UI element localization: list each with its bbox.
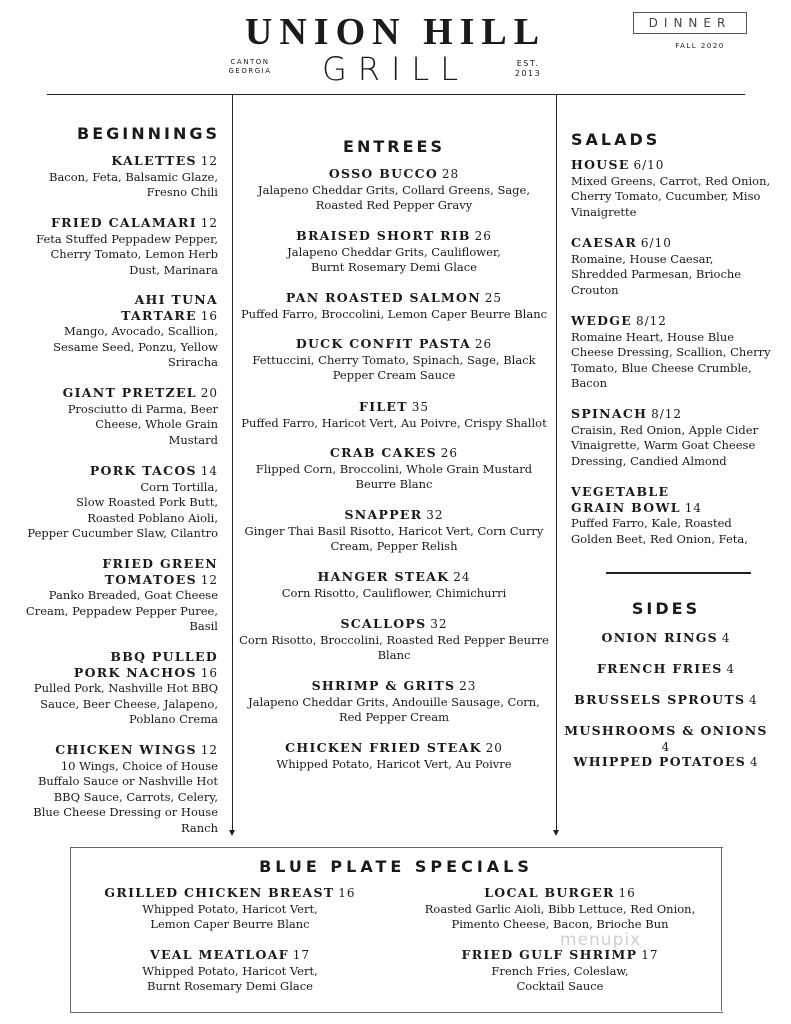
item-desc: Mustard [168, 432, 218, 447]
item-desc: Dust, Marinara [129, 262, 218, 277]
item-desc: Roasted Poblano Aioli, [87, 510, 218, 525]
arrow-down-icon [553, 830, 559, 836]
item-desc: Whipped Potato, Haricot Vert, [142, 901, 318, 916]
item-name: PORK TACOS [89, 463, 197, 478]
item-name: DUCK CONFIT PASTA [295, 336, 472, 351]
item-desc: Jalapeno Cheddar Grits, Cauliflower, [287, 244, 501, 259]
menu-item [236, 507, 552, 555]
established [503, 59, 553, 79]
menu-item [571, 484, 781, 547]
item-price: 24 [453, 570, 471, 584]
item-desc: Blue Cheese Dressing or House [33, 805, 218, 819]
item-desc: Sauce, Beer Cheese, Jalapeno, [40, 696, 218, 711]
item-desc: Vinaigrette, Warm Goat Cheese [571, 438, 756, 452]
item-desc: Burnt Rosemary Demi Glace [147, 979, 313, 993]
item-desc: Bacon [571, 376, 608, 390]
item-desc: Prosciutto di Parma, Beer [67, 401, 218, 416]
item-desc: Cherry Tomato, Lemon Herb [50, 247, 218, 261]
item-name: GIANT PRETZEL [62, 385, 197, 400]
item-price: 32 [426, 508, 444, 522]
season-label: FALL 2020 [675, 42, 725, 50]
item-desc: Buffalo Sauce or Nashville Hot [37, 774, 218, 788]
item-name: CHICKEN FRIED STEAK [285, 740, 482, 755]
item-price: 16 [338, 886, 356, 900]
item-desc: Golden Beet, Red Onion, Feta, [571, 531, 748, 546]
item-price: 35 [411, 400, 429, 414]
item-name: SCALLOPS [340, 616, 427, 631]
item-desc: BBQ Sauce, Carrots, Celery, [53, 789, 218, 804]
item-name: TARTARE [121, 307, 197, 323]
item-price: 25 [484, 291, 503, 305]
item-price: 20 [200, 386, 218, 400]
item-price: 8/12 [635, 314, 667, 328]
item-name: GRAIN BOWL [571, 499, 681, 515]
item-desc: Puffed Farro, Haricot Vert, Au Poivre, Crispy Shallot [241, 415, 547, 430]
item-desc: Fresno Chili [146, 185, 218, 199]
item-desc: Poblano Crema [129, 712, 218, 726]
item-price: 17 [292, 948, 310, 962]
item-name: PAN ROASTED SALMON [285, 290, 481, 305]
side-item [560, 723, 772, 755]
item-price: 32 [430, 617, 448, 631]
section-title-entrees: ENTREES [343, 137, 445, 156]
item-desc: Whipped Potato, Haricot Vert, Au Poivre [276, 756, 512, 771]
item-price: 26 [474, 337, 493, 351]
restaurant-name-line2: GRILL [321, 50, 470, 88]
item-desc: Red Pepper Cream [338, 710, 450, 724]
item-price: 12 [200, 572, 218, 587]
location-city: CANTON [230, 58, 270, 66]
item-price: 6/10 [640, 236, 672, 250]
item-name: SNAPPER [344, 507, 423, 522]
header-divider [47, 94, 745, 95]
item-desc: Pepper Cucumber Slaw, Cilantro [27, 526, 218, 540]
item-name: BRAISED SHORT RIB [296, 228, 471, 243]
item-desc: Cherry Tomato, Cucumber, Miso [571, 189, 761, 203]
menu-item [20, 292, 218, 371]
item-name: HOUSE [571, 157, 630, 172]
item-name: BRUSSELS SPROUTS [574, 692, 746, 707]
section-title-blue-plate: BLUE PLATE SPECIALS [259, 857, 533, 876]
item-desc: Basil [189, 619, 218, 633]
item-price: 4 [661, 739, 671, 754]
menu-item [410, 947, 710, 995]
item-desc: Whipped Potato, Haricot Vert, [142, 963, 318, 978]
est-label: EST. [516, 59, 540, 68]
item-desc: 10 Wings, Choice of House [60, 758, 218, 773]
menu-item [80, 947, 380, 995]
item-desc: Bacon, Feta, Balsamic Glaze, [49, 169, 218, 184]
menu-item [236, 569, 552, 601]
menu-item [571, 406, 781, 469]
item-price: 16 [200, 308, 218, 323]
item-desc: Roasted Garlic Aioli, Bibb Lettuce, Red Onion, [424, 901, 696, 916]
side-item [560, 692, 772, 709]
sides-divider [606, 572, 751, 574]
menu-item [236, 166, 552, 214]
item-desc: Cheese Dressing, Scallion, Cherry [571, 345, 771, 359]
item-name: AHI TUNA [134, 292, 218, 307]
location [222, 58, 278, 76]
item-price: 17 [641, 948, 659, 962]
item-desc: Pimento Cheese, Bacon, Brioche Bun [451, 917, 669, 931]
side-item [560, 630, 772, 647]
menu-item [20, 153, 218, 201]
item-desc: Vinaigrette [571, 204, 637, 219]
item-name: CHICKEN WINGS [55, 742, 197, 757]
item-desc: Fettuccini, Cherry Tomato, Spinach, Sage, Black [252, 352, 536, 367]
item-price: 16 [200, 665, 218, 680]
menu-item [571, 313, 781, 392]
menu-item [571, 157, 781, 220]
item-price: 4 [749, 693, 758, 707]
item-price: 26 [440, 446, 459, 460]
item-name: HANGER STEAK [317, 569, 450, 584]
item-desc: Jalapeno Cheddar Grits, Collard Greens, Sage, [257, 182, 530, 197]
item-price: 20 [485, 741, 503, 755]
item-desc: Corn Risotto, Cauliflower, Chimichurri [281, 585, 507, 600]
item-price: 26 [474, 229, 492, 243]
item-desc: Cocktail Sauce [516, 979, 604, 993]
item-desc: Sesame Seed, Ponzu, Yellow [53, 339, 218, 354]
item-name: WEDGE [571, 313, 633, 328]
item-price: 14 [684, 500, 703, 515]
item-desc: Beurre Blanc [355, 477, 433, 491]
item-price: 28 [441, 167, 460, 181]
menu-item [80, 885, 380, 933]
side-item [560, 754, 772, 771]
item-desc: Romaine Heart, House Blue [571, 329, 735, 344]
item-desc: Jalapeno Cheddar Grits, Andouille Sausage, Corn, [248, 694, 540, 709]
item-desc: Cream, Pepper Relish [330, 539, 458, 553]
menu-item [236, 445, 552, 493]
item-name: TOMATOES [104, 571, 197, 587]
est-year: 2013 [514, 69, 542, 78]
menu-item [20, 215, 218, 278]
menu-item [20, 742, 218, 836]
menu-item [20, 463, 218, 542]
item-desc: Roasted Red Pepper Gravy [315, 198, 473, 212]
item-desc: Romaine, House Caesar, [571, 251, 714, 266]
menu-item [236, 228, 552, 276]
item-price: 8/12 [651, 407, 683, 421]
item-name: FRENCH FRIES [596, 661, 723, 676]
item-desc: Dressing, Candied Almond [571, 453, 727, 468]
item-name: FRIED GREEN [102, 556, 218, 571]
item-desc: Sriracha [167, 355, 218, 369]
item-name: FRIED CALAMARI [50, 215, 197, 230]
item-desc: Ginger Thai Basil Risotto, Haricot Vert, Corn Curry [244, 523, 544, 538]
menu-item [410, 885, 710, 933]
menu-item [236, 616, 552, 664]
item-desc: Pepper Cream Sauce [332, 368, 456, 382]
item-desc: Blanc [377, 648, 411, 662]
item-name: CAESAR [571, 235, 638, 250]
location-state: GEORGIA [228, 67, 272, 75]
item-name: VEAL MEATLOAF [149, 947, 289, 962]
item-name: PORK NACHOS [73, 664, 197, 680]
item-price: 4 [721, 631, 731, 645]
item-desc: Pulled Pork, Nashville Hot BBQ [33, 681, 218, 695]
item-price: 16 [618, 886, 636, 900]
item-price: 12 [200, 154, 218, 168]
item-price: 12 [200, 743, 218, 757]
menu-item [236, 399, 552, 431]
item-name: WHIPPED POTATOES [573, 754, 747, 769]
item-desc: Corn Risotto, Broccolini, Roasted Red Pepper Beurre [239, 632, 549, 647]
item-name: VEGETABLE [571, 484, 670, 499]
item-name: KALETTES [111, 153, 197, 168]
section-title-sides: SIDES [631, 599, 701, 618]
menu-item [236, 290, 552, 322]
item-desc: Cheese, Whole Grain [95, 417, 218, 431]
menu-item [20, 556, 218, 635]
item-desc: Shredded Parmesan, Brioche [571, 267, 742, 281]
menu-item [236, 740, 552, 772]
side-item [560, 661, 772, 678]
item-name: SHRIMP & GRITS [311, 678, 456, 693]
item-price: 4 [726, 662, 736, 676]
item-name: SPINACH [571, 406, 648, 421]
menu-item [20, 649, 218, 728]
item-desc: Tomato, Blue Cheese Crumble, [571, 360, 752, 375]
restaurant-name-line1: UNION HILL [244, 11, 547, 53]
item-desc: Puffed Farro, Broccolini, Lemon Caper Beurre Blanc [240, 306, 548, 321]
item-desc: Craisin, Red Onion, Apple Cider [571, 422, 759, 437]
menu-item [20, 385, 218, 448]
item-name: CRAB CAKES [329, 445, 437, 460]
item-price: 4 [749, 755, 759, 769]
item-desc: Ranch [180, 820, 218, 835]
item-desc: Feta Stuffed Peppadew Pepper, [36, 231, 218, 246]
item-desc: French Fries, Coleslaw, [491, 963, 629, 978]
item-desc: Puffed Farro, Kale, Roasted [571, 516, 732, 530]
menu-item [571, 235, 781, 298]
item-desc: Crouton [571, 282, 619, 297]
item-desc: Slow Roasted Pork Butt, [76, 495, 218, 509]
item-name: GRILLED CHICKEN BREAST [104, 885, 335, 900]
section-title-salads: SALADS [571, 130, 661, 149]
column-divider-left [232, 95, 233, 830]
item-desc: Cream, Peppadew Pepper Puree, [25, 603, 218, 618]
item-desc: Mixed Greens, Carrot, Red Onion, [571, 173, 771, 188]
item-name: LOCAL BURGER [484, 885, 615, 900]
item-name: ONION RINGS [601, 630, 719, 645]
item-desc: Lemon Caper Beurre Blanc [150, 917, 310, 931]
item-desc: Corn Tortilla, [140, 479, 218, 494]
item-desc: Panko Breaded, Goat Cheese [48, 588, 218, 602]
column-divider-right [556, 95, 557, 830]
item-name: MUSHROOMS & ONIONS [564, 723, 768, 738]
menu-type-badge: DINNER [633, 12, 747, 34]
menu-item [236, 336, 552, 384]
menu-item [236, 678, 552, 726]
item-name: FRIED GULF SHRIMP [461, 947, 638, 962]
item-desc: Mango, Avocado, Scallion, [64, 324, 218, 338]
item-desc: Flipped Corn, Broccolini, Whole Grain Mustard [255, 461, 533, 476]
item-price: 6/10 [633, 158, 665, 172]
item-name: BBQ PULLED [110, 649, 218, 664]
item-price: 12 [200, 216, 218, 230]
item-name: OSSO BUCCO [328, 166, 439, 181]
item-price: 14 [200, 464, 218, 478]
arrow-down-icon [229, 830, 235, 836]
section-title-beginnings: BEGINNINGS [77, 124, 220, 143]
item-price: 23 [459, 679, 477, 693]
item-desc: Burnt Rosemary Demi Glace [311, 260, 477, 274]
item-name: FILET [359, 399, 408, 414]
watermark: menupix [560, 930, 642, 950]
